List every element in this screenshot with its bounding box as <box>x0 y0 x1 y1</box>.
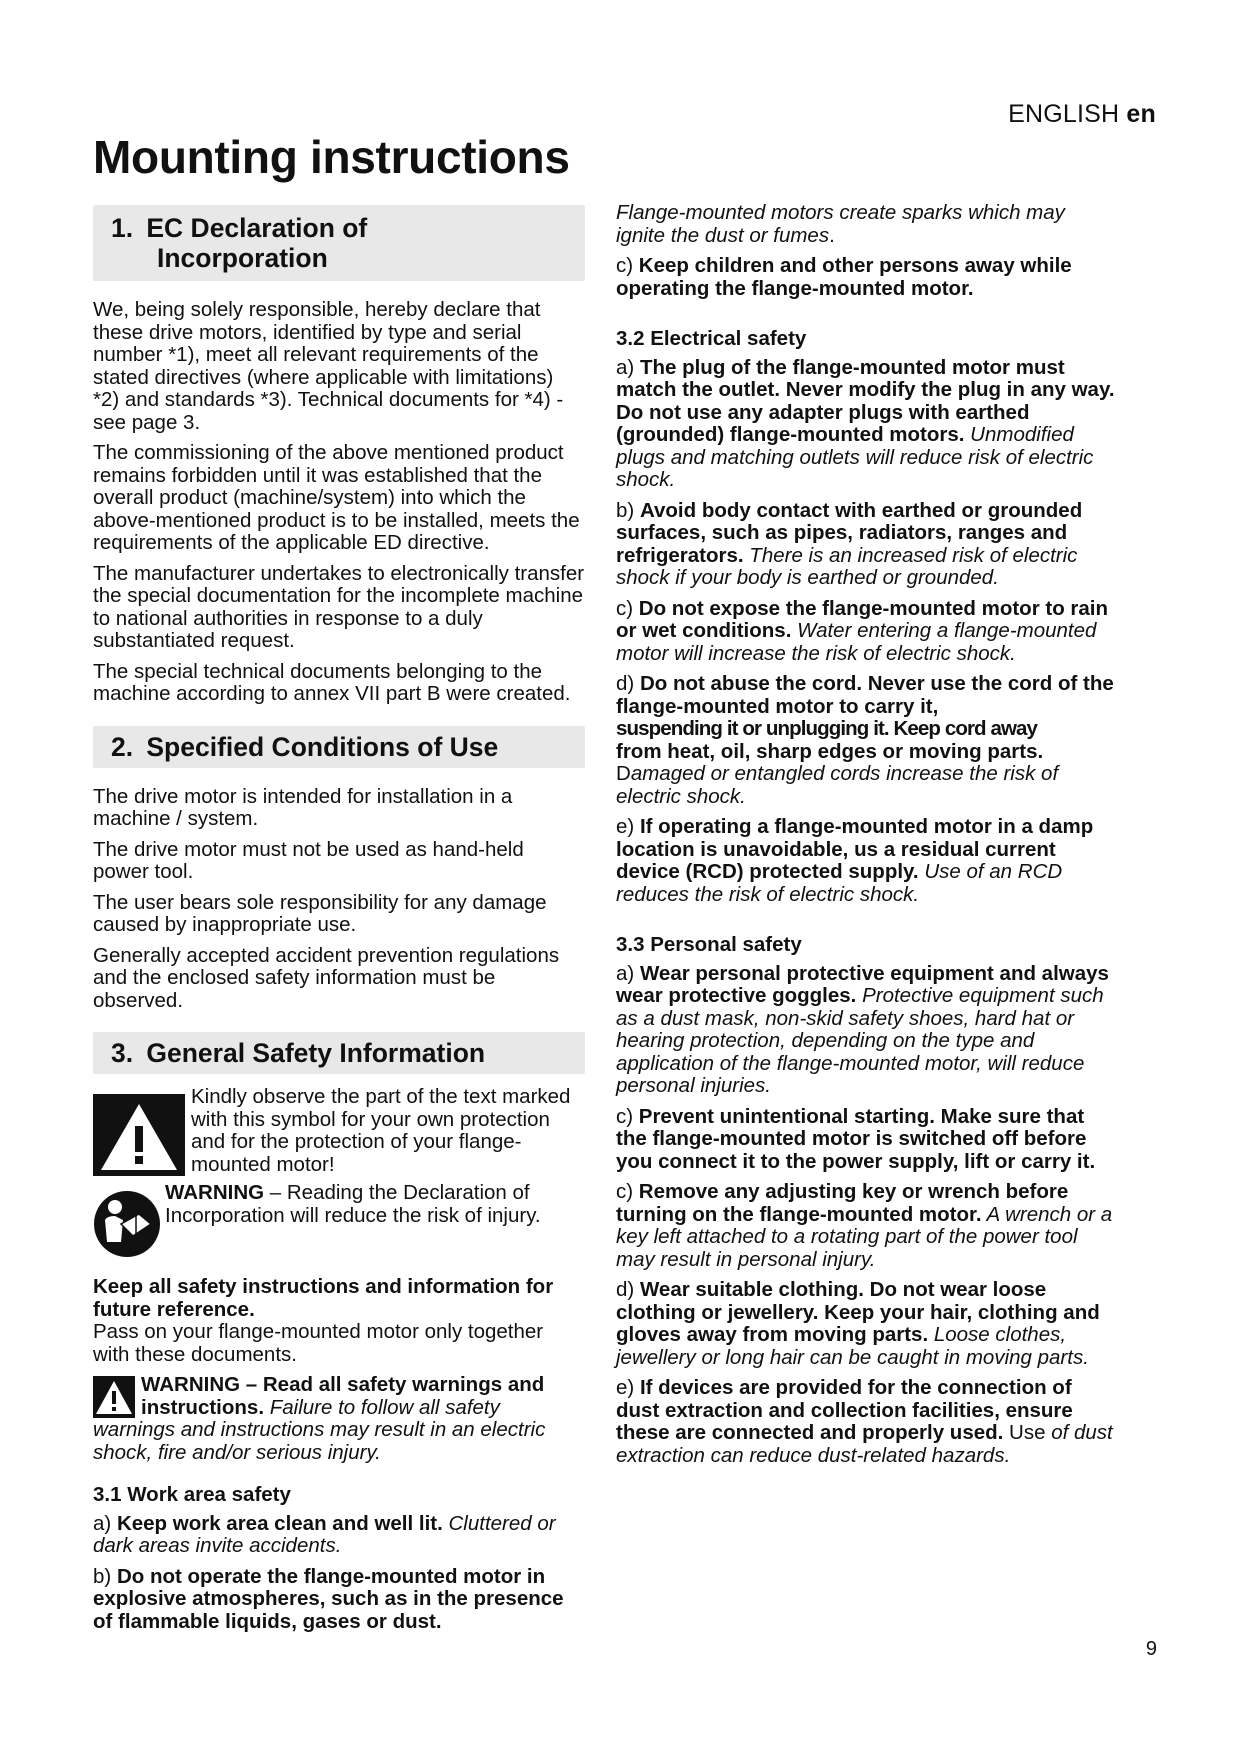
section-1-number: 1. <box>111 213 134 243</box>
electrical-item-e <box>616 816 1116 906</box>
section-2-heading <box>93 726 585 768</box>
personal-item-d <box>616 1279 1116 1369</box>
personal-item-e <box>616 1377 1116 1467</box>
item-end: . <box>829 223 835 247</box>
item-bold-text-condensed: suspending it or unplugging it. Keep cord away <box>616 717 1038 740</box>
read-warnings-block <box>93 1374 585 1464</box>
electrical-item-c <box>616 598 1116 666</box>
item-bold-text: Do not expose the flange-mounted motor to rain or wet conditions. <box>616 596 1109 642</box>
item-italic-text: Protective equipment such as a dust mask, non-skid safety shoes, hard hat or hearing protection, depending on the type and application of the flange-mounted motor, will reduce personal injuries. <box>616 984 1104 1097</box>
work-area-item-b <box>93 1566 585 1634</box>
section-2-paragraph: Generally accepted accident prevention regulations and the enclosed safety information must be observed. <box>93 943 560 1012</box>
read-manual-row <box>93 1182 585 1258</box>
section-2-number: 2. <box>111 731 134 762</box>
warning-read-all-bold: WARNING – Read all safety warnings and instructions. <box>141 1374 545 1419</box>
item-text: D <box>616 762 631 785</box>
keep-instructions-text: Pass on your flange-mounted motor only together with these documents. <box>93 1320 544 1366</box>
warning-read-label: WARNING <box>165 1181 265 1204</box>
section-1-title-line1: EC Declaration of <box>146 213 368 243</box>
item-italic-text: of dust extraction can reduce dust-related hazards. <box>616 1421 1113 1467</box>
item-italic-text: amaged or entangled cords increase the risk of electric shock. <box>616 762 1059 808</box>
section-1-paragraph: We, being solely responsible, hereby declare that these drive motors, identified by type and serial number *1), meet all relevant requirements of the stated directives (where applicable with limitations) *2) and standards *3). Technical documents for *4) - see page 3. <box>93 298 564 434</box>
item-bold-text: The plug of the flange-mounted motor must match the outlet. Never modify the plug in any way. Do not use any adapter plugs with earthed (grounded) flange-mounted motors. <box>616 355 1115 446</box>
warning-read-all-italic: Failure to follow all safety warnings and instructions may result in an electric shock, fire and/or serious injury. <box>93 1395 546 1464</box>
item-italic-text: Cluttered or dark areas invite accidents. <box>93 1511 556 1557</box>
item-bold-text: If devices are provided for the connection of dust extraction and collection facilities, ensure these are connected and properly used. <box>616 1376 1073 1444</box>
section-1-paragraph: The commissioning of the above mentioned product remains forbidden until it was established that the overall product (machine/system) into which the above-mentioned product is to be installed, meets the requirements of the applicable ED directive. <box>93 441 580 554</box>
personal-item-a <box>616 963 1116 1098</box>
section-3-title: General Safety Information <box>146 1038 486 1068</box>
item-prefix: b) <box>616 498 640 522</box>
electrical-item-a <box>616 357 1116 492</box>
work-area-item-a <box>93 1513 585 1558</box>
subsection-3-2-heading: 3.2 Electrical safety <box>616 327 807 350</box>
item-bold-text: If operating a flange-mounted motor in a damp location is unavoidable, us a residual current device (RCD) protected supply. <box>616 815 1094 883</box>
warning-read-body: – Reading the Declaration of Incorporation will reduce the risk of injury. <box>165 1181 541 1227</box>
section-2-paragraph: The drive motor is intended for installation in a machine / system. <box>93 784 513 830</box>
keep-instructions-bold: Keep all safety instructions and information for future reference. <box>93 1275 554 1321</box>
language-indicator <box>1008 100 1156 129</box>
item-italic-text: There is an increased risk of electric shock if your body is earthed or grounded. <box>616 543 1078 589</box>
item-bold-text: Avoid body contact with earthed or grounded surfaces, such as pipes, radiators, ranges and refrigerators. <box>616 498 1083 567</box>
electrical-item-b <box>616 500 1116 590</box>
symbol-note-row <box>93 1086 585 1176</box>
item-prefix: d) <box>616 1278 640 1301</box>
item-bold-text: Remove any adjusting key or wrench before turning on the flange-mounted motor. <box>616 1180 1069 1226</box>
language-label: ENGLISH <box>1008 100 1120 128</box>
item-italic-text: Water entering a flange-mounted motor will increase the risk of electric shock. <box>616 619 1097 665</box>
right-column <box>616 202 1116 1475</box>
section-2-title: Specified Conditions of Use <box>146 731 499 762</box>
section-1-paragraph: The manufacturer undertakes to electronically transfer the special documentation for the incomplete machine to national authorities in response to a duly substantiated request. <box>93 561 585 652</box>
symbol-note-text: Kindly observe the part of the text marked with this symbol for your own protection and for the protection of your flange-mounted motor! <box>191 1085 571 1176</box>
item-bold-text: Wear personal protective equipment and always wear protective goggles. <box>616 961 1109 1007</box>
page-number: 9 <box>1145 1638 1157 1660</box>
section-2-paragraph: The user bears sole responsibility for any damage caused by inappropriate use. <box>93 890 547 936</box>
language-code: en <box>1126 100 1156 128</box>
read-manual-icon <box>93 1190 161 1258</box>
item-bold-text: Keep children and other persons away while operating the flange-mounted motor. <box>616 254 1072 300</box>
subsection-3-3-heading: 3.3 Personal safety <box>616 933 802 956</box>
item-prefix: c) <box>616 1180 639 1203</box>
item-prefix: a) <box>93 1511 117 1535</box>
item-bold-text: Wear suitable clothing. Do not wear loose clothing or jewellery. Keep your hair, clothing and gloves away from moving parts. <box>616 1278 1100 1346</box>
item-bold-text: Do not abuse the cord. Never use the cord of the flange-mounted motor to carry it, <box>616 672 1114 718</box>
item-prefix: a) <box>616 961 640 985</box>
left-column <box>93 205 585 1641</box>
item-prefix: d) <box>616 672 640 695</box>
personal-item-c1 <box>616 1106 1116 1174</box>
item-bold-text: from heat, oil, sharp edges or moving parts. <box>616 739 1044 763</box>
item-prefix: c) <box>616 254 639 277</box>
item-bold-text: Keep work area clean and well lit. <box>116 1511 443 1535</box>
item-prefix: e) <box>616 1376 640 1399</box>
item-prefix: e) <box>616 815 640 838</box>
item-italic-text: Loose clothes, jewellery or long hair can be caught in moving parts. <box>616 1323 1089 1369</box>
warning-triangle-icon <box>93 1376 135 1418</box>
item-bold-text: Prevent unintentional starting. Make sure that the flange-mounted motor is switched off before you connect it to the power supply, lift or carry it. <box>616 1104 1096 1173</box>
item-prefix: c) <box>616 1104 639 1128</box>
page-title: Mounting instructions <box>93 131 570 183</box>
subsection-3-1-heading: 3.1 Work area safety <box>93 1483 291 1506</box>
warning-read-text <box>165 1182 585 1227</box>
item-italic-text: A wrench or a key left attached to a rotating part of the power tool may result in personal injury. <box>616 1202 1113 1271</box>
section-1-title-line2: Incorporation <box>157 243 328 273</box>
section-3-number: 3. <box>111 1038 134 1068</box>
item-italic-text: Use of an RCD reduces the risk of electric shock. <box>616 860 1063 906</box>
item-text: Use <box>1003 1421 1046 1444</box>
work-area-item-c <box>616 255 1116 300</box>
item-prefix: a) <box>616 355 640 379</box>
item-bold-text: Do not operate the flange-mounted motor in explosive atmospheres, such as in the presence of flammable liquids, gases or dust. <box>93 1564 564 1633</box>
section-3-heading <box>93 1032 585 1074</box>
item-prefix: c) <box>616 596 639 620</box>
warning-triangle-icon <box>93 1094 185 1176</box>
item-prefix: b) <box>93 1564 117 1588</box>
personal-item-c2 <box>616 1181 1116 1271</box>
section-1-heading <box>93 205 585 281</box>
item-italic-text: Flange-mounted motors create sparks which may ignite the dust or fumes <box>616 201 1065 247</box>
section-2-paragraph: The drive motor must not be used as hand-held power tool. <box>93 837 524 883</box>
electrical-item-d <box>616 673 1116 808</box>
item-italic-text: Unmodified plugs and matching outlets will reduce risk of electric shock. <box>616 423 1094 491</box>
section-1-paragraph: The special technical documents belonging to the machine according to annex VII part B were created. <box>93 659 571 705</box>
work-area-item-b-continued <box>616 202 1116 247</box>
